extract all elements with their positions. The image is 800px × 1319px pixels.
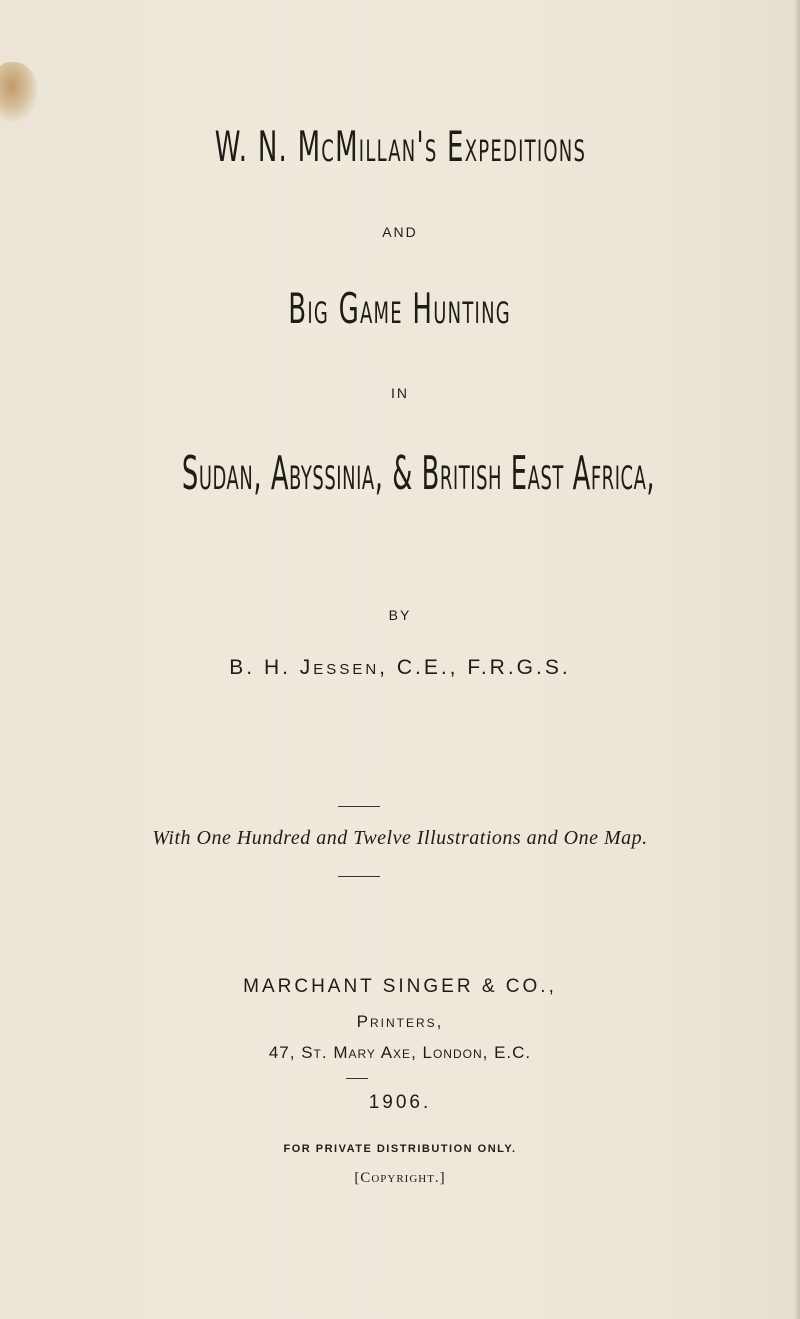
publication-year: 1906. (368, 1092, 432, 1113)
printers-label: Printers, (356, 1012, 444, 1031)
illustrations-note: With One Hundred and Twelve Illustrations and One Map. (152, 827, 648, 849)
title-line-1-text: W. N. McMillan's Expeditions (214, 122, 586, 171)
distribution-note: FOR PRIVATE DISTRIBUTION ONLY. (283, 1143, 517, 1155)
printer-address: 47, St. Mary Axe, London, E.C. (268, 1043, 532, 1062)
title-line-2 (0, 284, 800, 333)
short-divider-rule (346, 1078, 368, 1079)
title-line-3-text: Sudan, Abyssinia, & British East Africa, (181, 446, 656, 500)
printer-name: MARCHANT SINGER & CO., (243, 976, 557, 997)
in-label: IN (391, 385, 409, 401)
foxing-stain (0, 62, 38, 122)
and-label: AND (382, 224, 418, 240)
author-name: B. H. Jessen, C.E., F.R.G.S. (229, 656, 571, 679)
title-line-1 (0, 122, 800, 171)
title-line-2-text: Big Game Hunting (288, 284, 512, 333)
divider-rule (338, 806, 380, 807)
divider-rule (338, 876, 380, 877)
title-line-3 (0, 446, 796, 500)
copyright-note: [Copyright.] (354, 1170, 446, 1186)
by-label: BY (388, 607, 412, 623)
